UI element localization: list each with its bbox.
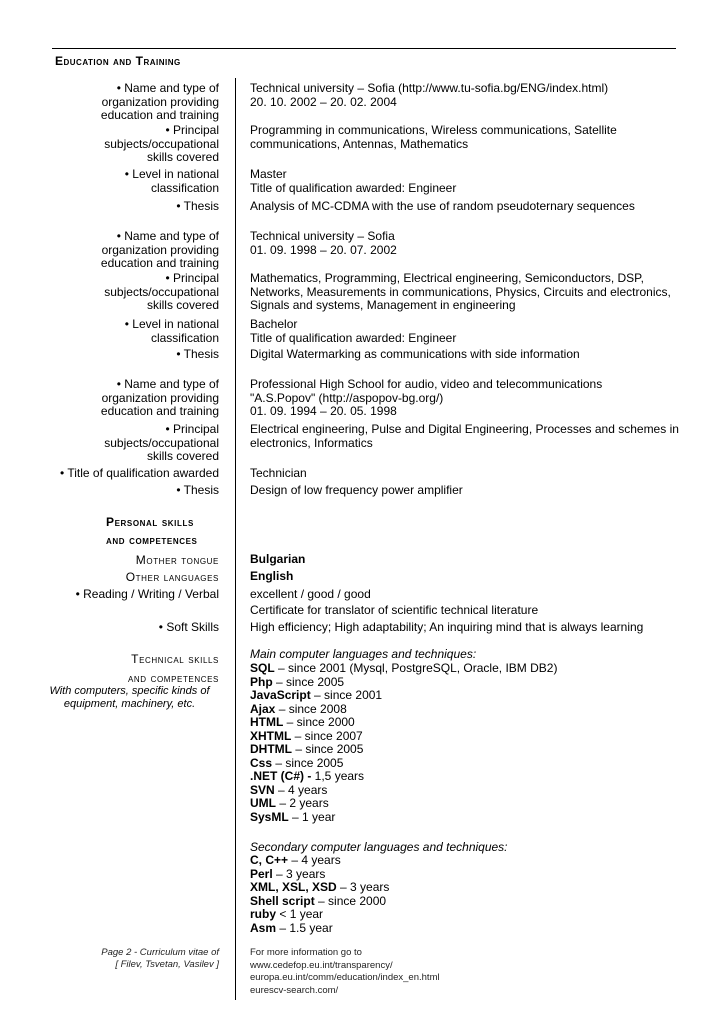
footer-info-line: For more information go to (250, 947, 362, 958)
skill-name: UML (250, 796, 276, 810)
skill-item (250, 881, 690, 895)
skill-detail: – 4 years (288, 853, 341, 867)
skill-item (250, 703, 690, 717)
skill-name: Ajax (250, 701, 276, 716)
skill-name: Php (250, 674, 273, 689)
edu2-qualification: Title of qualification awarded: Engineer (250, 330, 457, 345)
edu2-thesis-label: • Thesis (176, 347, 219, 361)
edu2-level-value: Bachelor (250, 317, 298, 331)
footer-link-eurescv[interactable]: eurescv-search.com/ (250, 984, 339, 996)
footer-link-cedefop[interactable]: www.cedefop.eu.int/transparency/ (250, 959, 393, 971)
mother-tongue: Bulgarian (250, 552, 306, 566)
skill-item (250, 743, 690, 757)
edu2-org-line: Technical university – Sofia (250, 229, 395, 243)
skill-item (250, 689, 690, 703)
footer-page-info: Page 2 - Curriculum vitae of (101, 947, 219, 958)
footer-author: [ Filev, Tsvetan, Vasilev ] (115, 959, 219, 970)
column-divider (235, 78, 236, 1000)
footer-left (52, 947, 219, 971)
skill-name: SysML (250, 809, 289, 824)
main-languages-list (250, 662, 690, 824)
footer-link-europa[interactable]: europa.eu.int/comm/education/index_en.html (250, 972, 440, 983)
skill-name: .NET (C#) - (250, 769, 312, 783)
edu3-org-label: • Name and type of organization providing education and training (100, 377, 219, 418)
personal-heading-line1: Personal skills (106, 515, 194, 529)
edu1-subjects-label: • Principal subjects/occupational skills covered (104, 123, 219, 164)
skill-item (250, 784, 690, 798)
soft-skills: High efficiency; High adaptability; An inquiring mind that is always learning (250, 620, 644, 634)
edu3-title: Technician (250, 466, 307, 480)
skill-detail: – since 2005 (272, 674, 345, 689)
skill-item (250, 908, 690, 922)
skill-item (250, 895, 690, 909)
edu3-org (250, 378, 690, 419)
technical-heading-line1: Technical skills (131, 652, 219, 666)
edu2-thesis: Digital Watermarking as communications with side information (250, 347, 580, 361)
edu2-level (250, 318, 690, 345)
edu3-title-label: • Title of qualification awarded (60, 466, 219, 480)
skill-name: Perl (250, 866, 273, 881)
edu1-thesis-label: • Thesis (176, 199, 219, 213)
technical-heading (52, 650, 219, 688)
skill-detail: – since 2000 (283, 715, 355, 729)
skill-detail: – 3 years (336, 880, 390, 894)
edu1-thesis: Analysis of MC-CDMA with the use of random pseudoternary sequences (250, 199, 635, 213)
skill-detail: – since 2005 (292, 742, 364, 756)
skill-name: DHTML (250, 742, 292, 756)
skill-detail: – since 2001 (Mysql, PostgreSQL, Oracle, IBM DB2) (274, 661, 558, 675)
secondary-languages-heading: Secondary computer languages and techniques: (250, 840, 508, 854)
skill-item (250, 662, 690, 676)
footer-right (250, 947, 690, 997)
edu1-qualification: Title of qualification awarded: Engineer (250, 180, 457, 195)
edu1-level (250, 168, 690, 195)
main-languages-heading: Main computer languages and techniques: (250, 647, 477, 661)
skill-detail: – 4 years (274, 782, 328, 797)
skill-name: ruby (250, 907, 277, 921)
skill-item (250, 770, 690, 784)
personal-heading-line2: and competences (106, 533, 198, 547)
edu3-org-line: Professional High School for audio, video and telecommunications (250, 377, 603, 391)
skill-name: SVN (250, 782, 275, 797)
skill-detail: < 1 year (276, 907, 324, 921)
skill-name: C, C++ (250, 853, 289, 867)
edu3-thesis-label: • Thesis (176, 483, 219, 497)
edu1-level-value: Master (250, 167, 287, 181)
skill-name: Css (250, 755, 273, 770)
edu1-org (250, 82, 690, 109)
section-title: Education and Training (55, 54, 181, 68)
personal-heading (52, 513, 219, 549)
technical-subtitle: With computers, specific kinds of equipment, machinery, etc. (49, 685, 210, 710)
edu1-dates: 20. 10. 2002 – 20. 02. 2004 (250, 94, 397, 109)
edu1-org-label: • Name and type of organization providing education and training (100, 81, 219, 122)
other-languages-label: Other languages (125, 570, 219, 584)
secondary-languages-list (250, 854, 690, 935)
edu3-subjects: Electrical engineering, Pulse and Digital Engineering, Processes and schemes in electronics, Informatics (250, 422, 679, 450)
skill-item (250, 854, 690, 868)
skill-item (250, 757, 690, 771)
edu2-level-label: • Level in national classification (124, 317, 219, 345)
soft-skills-label: • Soft Skills (158, 620, 219, 634)
edu2-org (250, 230, 690, 257)
edu2-dates: 01. 09. 1998 – 20. 07. 2002 (250, 242, 397, 257)
skill-detail: – 1 year (288, 809, 336, 824)
skill-name: JavaScript (250, 688, 311, 702)
skill-detail: – 3 years (272, 866, 326, 881)
skill-name: XHTML (250, 728, 292, 743)
skill-name: Shell script (250, 893, 315, 908)
skill-detail: 1,5 years (311, 769, 365, 783)
skill-name: SQL (250, 661, 275, 675)
skill-detail: – since 2007 (291, 728, 363, 743)
edu1-subjects: Programming in communications, Wireless communications, Satellite communications, Antennas, Mathematics (250, 123, 617, 151)
skill-item (250, 811, 690, 825)
technical-heading-line2: and competences (127, 671, 219, 685)
skill-item (250, 868, 690, 882)
skill-name: Asm (250, 920, 277, 935)
edu1-org-line: Technical university – Sofia (http://www.tu-sofia.bg/ENG/index.html) (250, 81, 609, 95)
skill-detail: – since 2000 (314, 893, 387, 908)
rwv-value: excellent / good / good (250, 587, 371, 601)
mother-tongue-label: Mother tongue (135, 553, 219, 567)
skill-detail: – since 2008 (275, 701, 347, 716)
skill-detail: – since 2001 (310, 688, 383, 702)
edu3-thesis: Design of low frequency power amplifier (250, 483, 463, 497)
edu3-dates: 01. 09. 1994 – 20. 05. 1998 (250, 404, 397, 418)
edu1-level-label: • Level in national classification (124, 167, 219, 195)
skill-item (250, 716, 690, 730)
other-language: English (250, 569, 294, 583)
skill-detail: – 2 years (276, 796, 329, 810)
top-rule (52, 48, 676, 49)
skill-item (250, 676, 690, 690)
edu3-org-url: "A.S.Popov" (http://aspopov-bg.org/) (250, 390, 444, 405)
skill-name: HTML (250, 715, 284, 729)
skill-detail: – since 2005 (272, 755, 344, 770)
skill-item (250, 797, 690, 811)
edu2-org-label: • Name and type of organization providing education and training (100, 229, 219, 270)
skill-name: XML, XSL, XSD (250, 880, 337, 894)
skill-item (250, 922, 690, 936)
skill-detail: – 1.5 year (276, 920, 333, 935)
edu3-subjects-label: • Principal subjects/occupational skills covered (104, 422, 219, 463)
rwv-label: • Reading / Writing / Verbal (75, 587, 219, 601)
edu2-subjects: Mathematics, Programming, Electrical engineering, Semiconductors, DSP, Networks, Measurements in communications, Physics, Circuits and electronics, Signals and systems, Management in engineering (250, 271, 671, 312)
skill-item (250, 730, 690, 744)
translator-certificate: Certificate for translator of scientific technical literature (250, 603, 539, 617)
edu2-subjects-label: • Principal subjects/occupational skills covered (104, 271, 219, 312)
